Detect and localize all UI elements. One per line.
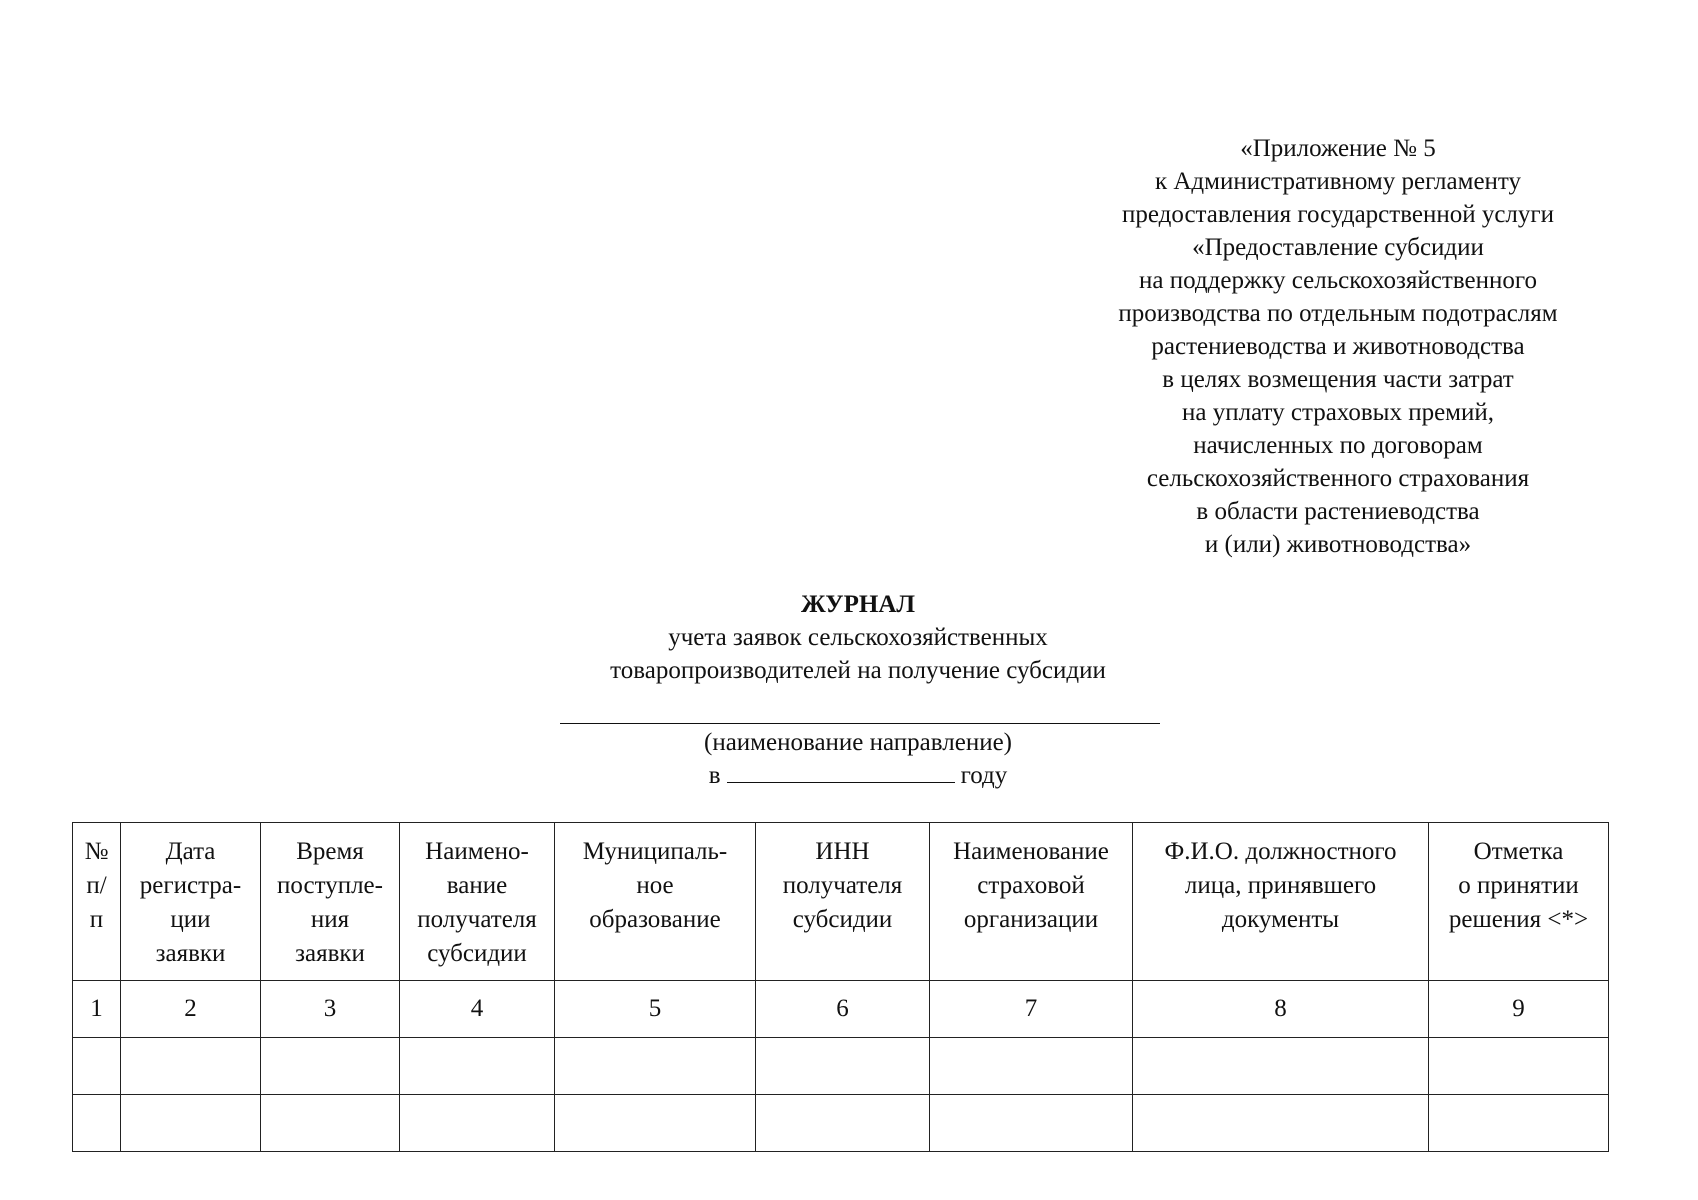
journal-subtitle-line: учета заявок сельскохозяйственных bbox=[668, 624, 1048, 651]
header-cell: Муниципаль- ное образование bbox=[555, 823, 756, 981]
year-suffix: году bbox=[960, 762, 1008, 789]
header-cell: № п/ п bbox=[73, 823, 121, 981]
empty-cell bbox=[73, 1038, 121, 1095]
header-cell: Ф.И.О. должностного лица, принявшего документы bbox=[1133, 823, 1429, 981]
appendix-line: и (или) животноводства» bbox=[1204, 531, 1472, 558]
empty-cell bbox=[555, 1038, 756, 1095]
journal-title: ЖУРНАЛ bbox=[800, 591, 916, 618]
empty-cell bbox=[930, 1095, 1133, 1152]
column-number-cell: 5 bbox=[555, 981, 756, 1038]
journal-table bbox=[72, 822, 1609, 1152]
empty-cell bbox=[555, 1095, 756, 1152]
column-number-row bbox=[73, 981, 1609, 1038]
table-row bbox=[73, 1038, 1609, 1095]
appendix-line: предоставления государственной услуги bbox=[1121, 201, 1555, 228]
appendix-line: начисленных по договорам bbox=[1193, 432, 1483, 459]
empty-cell bbox=[1133, 1095, 1429, 1152]
header-cell: Наимено- вание получателя субсидии bbox=[400, 823, 555, 981]
direction-caption: (наименование направление) bbox=[704, 729, 1012, 756]
empty-cell bbox=[400, 1095, 555, 1152]
appendix-line: в области растениеводства bbox=[1196, 498, 1480, 525]
table-row bbox=[73, 1095, 1609, 1152]
empty-cell bbox=[121, 1038, 261, 1095]
appendix-block bbox=[1068, 132, 1608, 561]
appendix-line: в целях возмещения части затрат bbox=[1162, 366, 1514, 393]
appendix-line: «Предоставление субсидии bbox=[1192, 234, 1484, 261]
journal-heading bbox=[548, 588, 1168, 687]
appendix-line: растениеводства и животноводства bbox=[1151, 333, 1525, 360]
appendix-line: «Приложение № 5 bbox=[1240, 135, 1436, 162]
empty-cell bbox=[1429, 1038, 1609, 1095]
column-number-cell: 9 bbox=[1429, 981, 1609, 1038]
empty-cell bbox=[1429, 1095, 1609, 1152]
column-number-cell: 6 bbox=[756, 981, 930, 1038]
direction-blank-line bbox=[560, 723, 1160, 724]
year-prefix: в bbox=[708, 762, 721, 789]
header-cell: Наименование страховой организации bbox=[930, 823, 1133, 981]
header-cell: Дата регистра- ции заявки bbox=[121, 823, 261, 981]
header-cell: ИНН получателя субсидии bbox=[756, 823, 930, 981]
journal-subtitle-line: товаропроизводителей на получение субсидии bbox=[610, 657, 1106, 684]
column-number-cell: 3 bbox=[261, 981, 400, 1038]
year-blank-line bbox=[727, 760, 955, 783]
column-number-cell: 8 bbox=[1133, 981, 1429, 1038]
empty-cell bbox=[261, 1038, 400, 1095]
appendix-line: сельскохозяйственного страхования bbox=[1146, 465, 1530, 492]
empty-cell bbox=[930, 1038, 1133, 1095]
header-cell: Время поступле- ния заявки bbox=[261, 823, 400, 981]
empty-cell bbox=[400, 1038, 555, 1095]
column-number-cell: 2 bbox=[121, 981, 261, 1038]
empty-cell bbox=[756, 1038, 930, 1095]
empty-cell bbox=[1133, 1038, 1429, 1095]
header-cell: Отметка о принятии решения <*> bbox=[1429, 823, 1609, 981]
appendix-line: на уплату страховых премий, bbox=[1182, 399, 1494, 426]
appendix-line: к Административному регламенту bbox=[1154, 168, 1522, 195]
column-number-cell: 1 bbox=[73, 981, 121, 1038]
column-number-cell: 4 bbox=[400, 981, 555, 1038]
table-header-row bbox=[73, 823, 1609, 981]
empty-cell bbox=[261, 1095, 400, 1152]
empty-cell bbox=[73, 1095, 121, 1152]
empty-cell bbox=[756, 1095, 930, 1152]
appendix-line: производства по отдельным подотраслям bbox=[1118, 300, 1558, 327]
appendix-line: на поддержку сельскохозяйственного bbox=[1139, 267, 1537, 294]
column-number-cell: 7 bbox=[930, 981, 1133, 1038]
year-line bbox=[548, 759, 1168, 792]
empty-cell bbox=[121, 1095, 261, 1152]
